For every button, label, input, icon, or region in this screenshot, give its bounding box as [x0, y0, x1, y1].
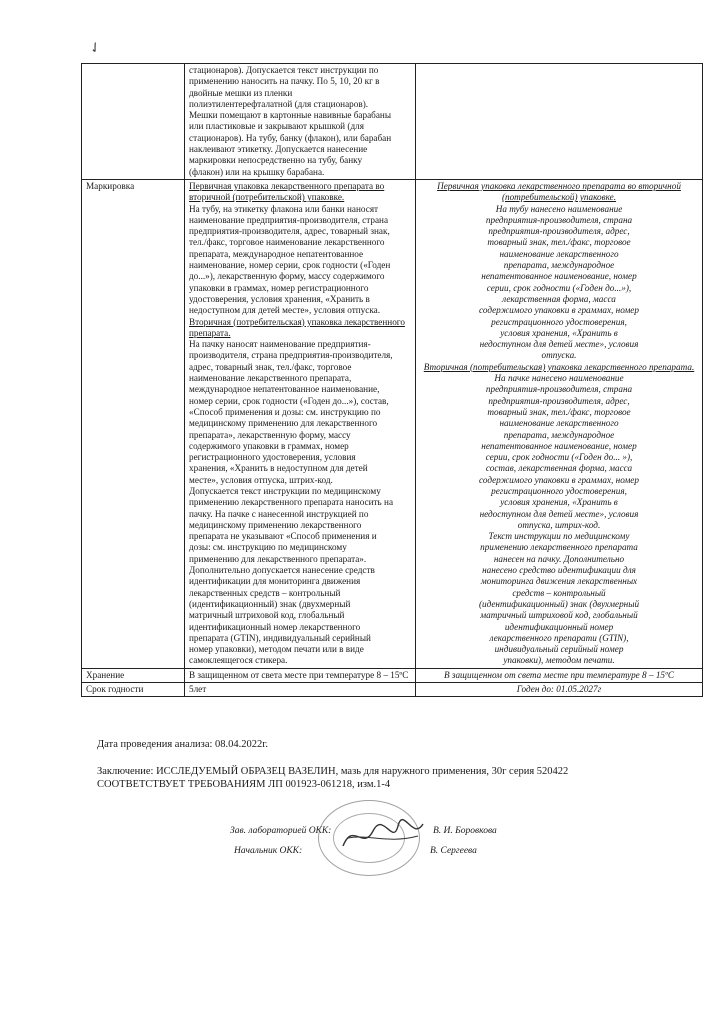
res-secondary-heading: Вторичная (потребительская) упаковка лекарственного препарата. [423, 361, 695, 372]
text-line: применению для лекарственного препарата». [189, 553, 367, 564]
text-line: матричный штриховой код, глобальный [480, 610, 638, 621]
text-line: полиэтилентерефталатной (для стационаров). [189, 98, 369, 109]
text-line: товарный знак, тел./факс, торговое [487, 237, 631, 248]
shelf-life-row [82, 683, 703, 697]
text-line: регистрационного удостоверения, условия [189, 452, 356, 463]
shelf-life-requirement: 5лет [185, 683, 416, 697]
text-line: препарата (GTIN), индивидуальный серийный [189, 632, 371, 643]
text-line: На пачке нанесено наименование [494, 373, 624, 384]
req-primary-heading: Первичная упаковка лекарственного препарата во вторичной (потребительской) упаковке. [189, 180, 385, 203]
corner-check-mark: ✓ [86, 38, 105, 59]
text-line: номер серии, срок годности («Годен до...»), состав, [189, 395, 389, 406]
storage-requirement: В защищенном от света месте при температуре 8 – 15ºС [185, 668, 416, 682]
text-line: Мешки помещают в картонные навивные барабаны [189, 110, 392, 121]
lab-head-title: Зав. лабораторией ОКК: [230, 826, 332, 836]
text-line: лекарственного препарати (GTIN), [489, 632, 629, 643]
text-line: препарата», лекарственную форму, массу [189, 429, 351, 440]
text-line: наименование, номер серии, срок годности («Годен [189, 260, 391, 271]
text-line: идентификационный номер лекарственного [189, 621, 361, 632]
storage-row [82, 668, 703, 682]
text-line: тел./факс, торговое наименование лекарственного [189, 237, 385, 248]
text-line: или пластиковые и закрывают крышкой (для [189, 121, 364, 132]
text-line: матричный штриховой код, глобальный [189, 610, 345, 621]
text-line: медицинскому применению лекарственного [189, 519, 362, 530]
text-line: двойные мешки из пленки [189, 87, 293, 98]
result-cell-empty [416, 64, 703, 180]
text-line: содержимого упаковки в граммах, номер [189, 440, 349, 451]
text-line: На тубу нанесено наименование [495, 203, 623, 214]
text-line: отпуска. [541, 350, 577, 361]
text-line: хранения, «Хранить в недоступном для детей [189, 463, 368, 474]
marking-row [82, 179, 703, 668]
text-line: препарата, международное [503, 429, 615, 440]
res-primary-text [420, 204, 698, 362]
specification-table [81, 63, 703, 697]
text-line: применению лекарственного препарата наносить на [189, 497, 394, 508]
okk-head-title: Начальник ОКК: [234, 846, 303, 856]
text-line: стационаров). На тубу, банку (флакон), или барабан [189, 132, 392, 143]
res-primary-heading: Первичная упаковка лекарственного препарата во вторичной (потребительской) упаковке. [437, 180, 681, 203]
text-line: товарный знак, тел./факс, торговое [487, 406, 631, 417]
text-line: недоступном для детей месте», условия [479, 508, 639, 519]
text-line: идентификации для мониторинга движения [189, 576, 361, 587]
text-line: регистрационного удостоверения, [491, 316, 627, 327]
packaging-continuation-row [82, 64, 703, 180]
shelf-life-result: Годен до: 01.05.2027г [416, 683, 703, 697]
text-line: нанесено средство идентификации для [482, 565, 636, 576]
storage-result: В защищенном от света месте при температуре 8 – 15ºС [416, 668, 703, 682]
text-line: препарата не указывают «Способ применения и [189, 531, 377, 542]
okk-head-name: В. Сергеева [430, 846, 477, 856]
text-line: упаковки в граммах, номер регистрационного [189, 282, 369, 293]
text-line: (идентификационный) знак (двухмерный [189, 598, 351, 609]
text-line: непатентованное наименование, номер [481, 440, 637, 451]
handwritten-signature [338, 816, 428, 856]
text-line: содержимого упаковки в граммах, номер [479, 474, 639, 485]
text-line: номер упаковки), методом печати или в виде [189, 644, 364, 655]
text-line: Допускается текст инструкции по медицинскому [189, 485, 381, 496]
text-line: регистрационного удостоверения, [491, 485, 627, 496]
text-line: наклеивают этикетку. Допускается нанесение [189, 144, 368, 155]
analysis-date: Дата проведения анализа: 08.04.2022г. [97, 739, 269, 750]
text-line: серии, срок годности («Годен до... »), [485, 452, 633, 463]
text-line: удостоверения, условия хранения, «Хранить в [189, 293, 370, 304]
text-line: недоступном для детей месте», условия [479, 339, 639, 350]
text-line: (идентификационный) знак (двухмерный [478, 598, 640, 609]
requirement-cell [185, 179, 416, 668]
text-line: лекарственных средств – контрольный [189, 587, 341, 598]
text-line: применению лекарственного препарата [480, 542, 638, 553]
text-line: наименование лекарственного препарата, [189, 373, 352, 384]
req-secondary-heading: Вторичная (потребительская) упаковка лекарственного препарата. [189, 316, 405, 338]
text-line: отпуска, штрих-код. [517, 519, 601, 530]
text-line: средств – контрольный [512, 587, 606, 598]
text-line: серии, срок годности («Годен до...»), [486, 282, 632, 293]
text-line: условия хранения, «Хранить в [500, 327, 618, 338]
text-line: Текст инструкции по медицинскому [488, 531, 630, 542]
text-line: предприятия-производителя, адрес, товарный знак, [189, 226, 390, 237]
text-line: идентификационный номер [504, 621, 614, 632]
text-line: маркировки непосредственно на тубу, банку [189, 155, 363, 166]
text-line: препарата, международное [503, 260, 615, 271]
param-label-shelf-life: Срок годности [82, 683, 185, 697]
text-line: медицинскому применению для лекарственного [189, 418, 378, 429]
text-line: упаковки), методом печати. [503, 655, 615, 666]
text-line: предприятия-производителя, адрес, [488, 395, 630, 406]
text-line: условия хранения, «Хранить в [500, 497, 618, 508]
text-line: На тубу, на этикетку флакона или банки наносят [189, 203, 379, 214]
requirement-cell [185, 64, 416, 180]
text-line: недоступном для детей месте», условия отпуска. [189, 305, 381, 316]
text-line: самоклеящегося стикера. [189, 655, 288, 666]
param-cell-empty [82, 64, 185, 180]
conclusion: Заключение: ИССЛЕДУЕМЫЙ ОБРАЗЕЦ ВАЗЕЛИН, мазь для наружного применения, 30г серия 520422 СООТВЕТСТВУЕТ ТРЕБОВАНИЯМ ЛП 001923-061218, изм.1-4 [97, 766, 569, 790]
text-line: применению наносить на пачку. По 5, 10, 20 кг в [189, 76, 380, 87]
text-line: непатентованное наименование, номер [481, 271, 637, 282]
text-line: нанесен на пачку. Дополнительно [493, 553, 625, 564]
text-line: Дополнительно допускается нанесение средств [189, 565, 375, 576]
text-line: адрес, товарный знак, тел./факс, торговое [189, 361, 352, 372]
text-line: до...»), лекарственную форму, массу содержимого [189, 271, 385, 282]
text-line: международное непатентованное наименование, [189, 384, 380, 395]
text-line: состав, лекарственная форма, масса [485, 463, 633, 474]
text-line: мониторинга движения лекарственных [480, 576, 638, 587]
text-line: лекарственная форма, масса [502, 293, 616, 304]
param-label-marking: Маркировка [82, 179, 185, 668]
text-line: индивидуальный серийный номер [494, 644, 624, 655]
text-line: производителя, страна предприятия-производителя, [189, 350, 393, 361]
text-line: пачку. На пачке с нанесенной инструкцией по [189, 508, 369, 519]
text-line: содержимого упаковки в граммах, номер [479, 305, 639, 316]
text-line: На пачку наносят наименование предприятия- [189, 339, 371, 350]
text-line: (флакон) или на крышку барабана. [189, 166, 325, 177]
text-line: предприятия-производителя, адрес, [488, 226, 630, 237]
lab-head-name: В. И. Боровкова [433, 826, 497, 836]
text-line: наименование лекарственного [499, 418, 619, 429]
result-cell [416, 179, 703, 668]
req-secondary-text [189, 339, 411, 667]
text-line: предприятия-производителя, страна [485, 384, 633, 395]
text-line: наименование лекарственного [499, 248, 619, 259]
text-line: предприятия-производителя, страна [485, 214, 633, 225]
text-line: препарата, международное непатентованное [189, 248, 364, 259]
text-line: дозы: см. инструкцию по медицинскому [189, 542, 347, 553]
param-label-storage: Хранение [82, 668, 185, 682]
text-line: наименование предприятия-производителя, страна [189, 214, 389, 225]
res-secondary-text [420, 373, 698, 667]
req-primary-text [189, 204, 411, 317]
text-line: месте», условия отпуска, штрих-код. [189, 474, 333, 485]
text-line: стационаров). Допускается текст инструкции по [189, 65, 379, 75]
text-line: «Способ применения и дозы: см. инструкцию по [189, 406, 381, 417]
